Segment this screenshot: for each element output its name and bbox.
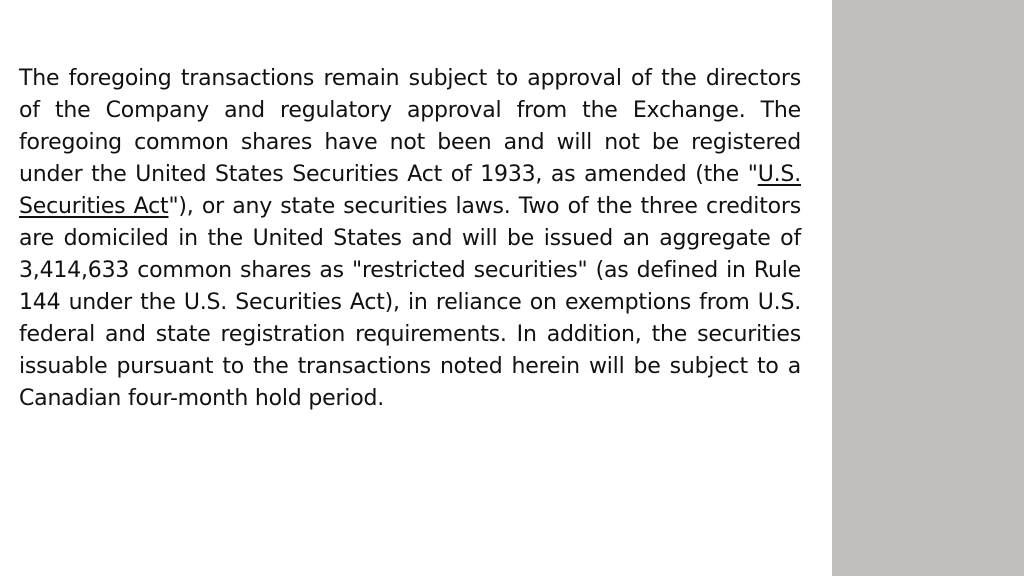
gray-side-panel [832, 0, 1024, 576]
defined-term-us-securities-act: U.S. Securities Act [19, 162, 801, 219]
paragraph-part-2: "), or any state securities laws. Two of the three creditors are domiciled in the United States and will be issued an aggregate of 3,414,633 common shares as "restricted securities" (as defined in Rule 144 under the U.S. Securities Act), in reliance on exemptions from U.S. federal and state registration requirements. In addition, the securities issuable pursuant to the transactions noted herein will be subject to a Canadian four-month hold period. [19, 194, 802, 411]
body-paragraph [19, 63, 801, 415]
paragraph-part-1: The foregoing transactions remain subject to approval of the directors of the Company and regulatory approval from the Exchange. The foregoing common shares have not been and will not be registered under the United States Securities Act of 1933, as amended (the " [19, 66, 801, 187]
